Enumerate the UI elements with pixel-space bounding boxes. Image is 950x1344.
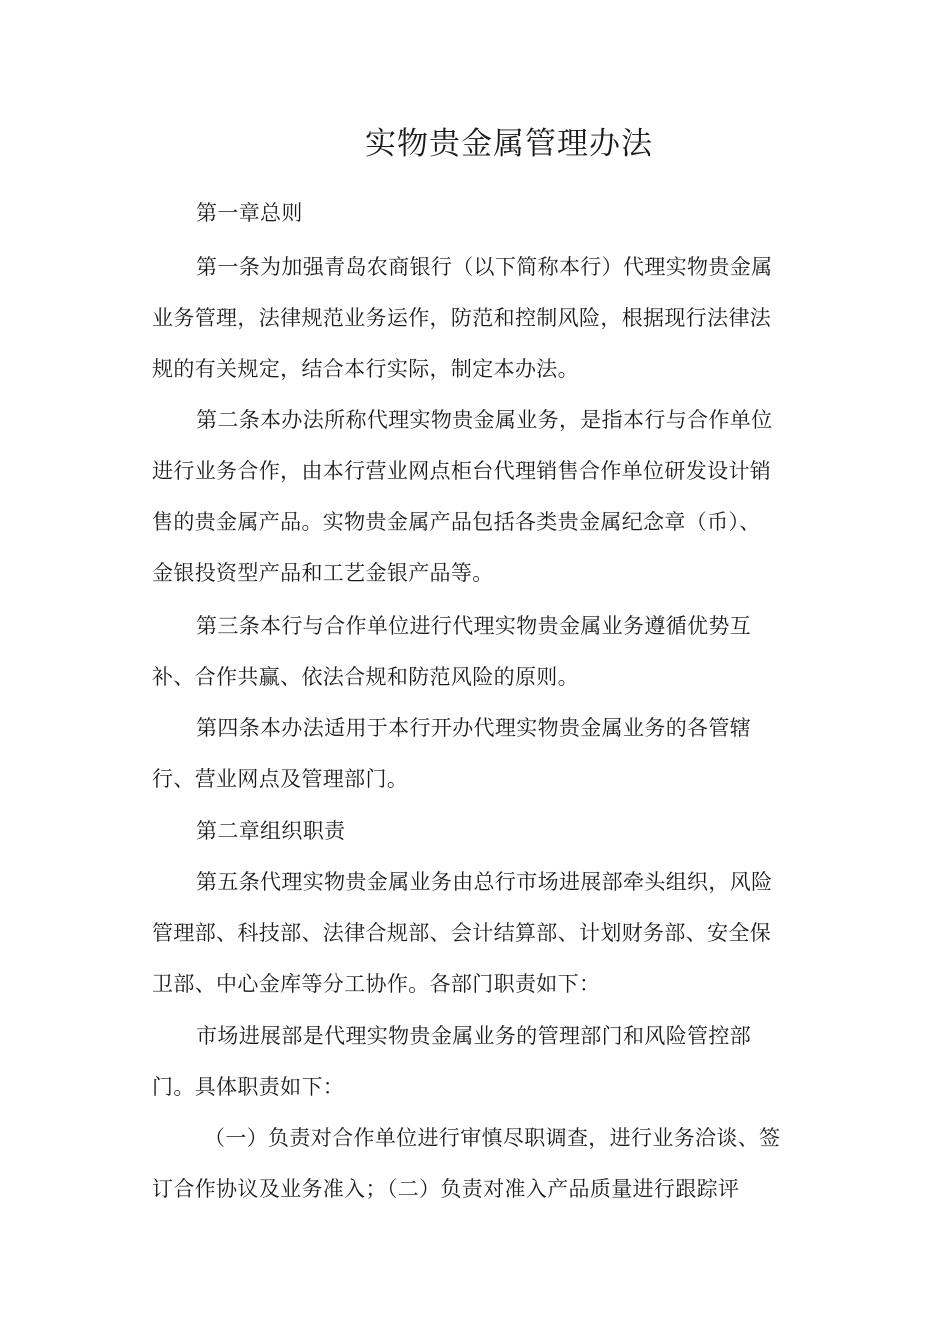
paragraph-line: 订合作协议及业务准入；（二）负责对准入产品质量进行跟踪评 xyxy=(152,1177,740,1201)
paragraph-line: 进行业务合作，由本行营业网点柜台代理销售合作单位研发设计销 xyxy=(152,459,772,483)
paragraph-line: 市场进展部是代理实物贵金属业务的管理部门和风险管控部 xyxy=(196,1024,752,1048)
paragraph-line: 卫部、中心金库等分工协作。各部门职责如下： xyxy=(152,972,601,996)
paragraph-line: 金银投资型产品和工艺金银产品等。 xyxy=(152,561,494,585)
chapter-heading-1: 第一章总则 xyxy=(196,201,303,225)
paragraph-line: 售的贵金属产品。实物贵金属产品包括各类贵金属纪念章（币）、 xyxy=(152,510,761,534)
paragraph-line: 业务管理，法律规范业务运作，防范和控制风险，根据现行法律法 xyxy=(152,306,772,330)
document-title: 实物贵金属管理办法 xyxy=(365,126,653,162)
chapter-heading-2: 第二章组织职责 xyxy=(196,819,346,843)
paragraph-line: 第二条本办法所称代理实物贵金属业务，是指本行与合作单位 xyxy=(196,408,773,432)
paragraph-line: 第一条为加强青岛农商银行（以下简称本行）代理实物贵金属 xyxy=(196,255,773,279)
paragraph-line: 规的有关规定，结合本行实际，制定本办法。 xyxy=(152,357,579,381)
paragraph-line: 管理部、科技部、法律合规部、会计结算部、计划财务部、安全保 xyxy=(152,921,772,945)
paragraph-line: 门。具体职责如下： xyxy=(152,1075,345,1099)
paragraph-line: 第五条代理实物贵金属业务由总行市场进展部牵头组织，风险 xyxy=(196,870,773,894)
paragraph-line: 行、营业网点及管理部门。 xyxy=(152,767,409,791)
paragraph-line: 第四条本办法适用于本行开办代理实物贵金属业务的各管辖 xyxy=(196,716,752,740)
paragraph-line: 第三条本行与合作单位进行代理实物贵金属业务遵循优势互 xyxy=(196,614,752,638)
paragraph-line: 补、合作共赢、依法合规和防范风险的原则。 xyxy=(152,665,579,689)
paragraph-line: （一）负责对合作单位进行审慎尽职调查，进行业务洽谈、签 xyxy=(204,1126,781,1150)
